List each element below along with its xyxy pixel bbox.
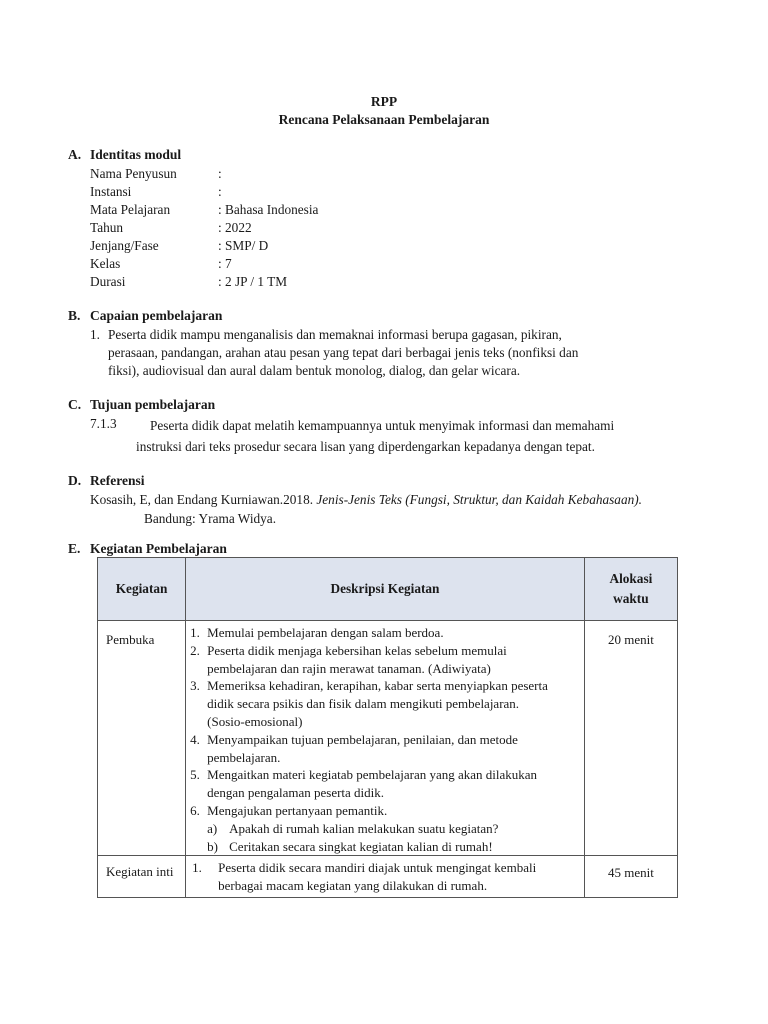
field-tahun [90,219,252,237]
item-number: 4. [190,731,200,747]
field-label: Instansi [90,184,132,199]
list-item [186,766,578,802]
item-number: 6. [190,802,200,818]
list-item [186,802,578,855]
sub-list-item [207,838,578,856]
tujuan-code: 7.1.3 [90,416,117,431]
list-item [186,731,578,767]
section-c-heading [68,397,215,413]
pemantik-sublist [207,820,578,856]
field-label: Kelas [90,256,121,271]
field-mata-pelajaran [90,201,318,219]
subitem-letter: a) [207,820,218,836]
item-text: Mengaitkan materi kegiatab pembelajaran yang akan dilakukan dengan pengalaman peserta didik. [207,767,538,801]
section-b-heading [68,308,222,324]
kegiatan-table [97,557,678,898]
subitem-text: Ceritakan secara singkat kegiatan kalian di rumah! [229,838,493,854]
item-note: (Sosio-emosional) [207,713,303,729]
field-value: : 2 JP / 1 TM [218,274,288,289]
field-instansi [90,183,222,201]
section-a-letter: A. [68,147,82,162]
tujuan-line: instruksi dari teks prosedur secara lisan yang diperdengarkan kepadanya dengan tepat. [136,439,595,454]
list-item [186,642,578,678]
subitem-letter: b) [207,838,218,854]
document-title: RPP [370,94,398,109]
item-number: 2. [190,642,200,658]
table-row [98,856,678,898]
pembuka-list [186,624,578,855]
field-label: Tahun [90,220,124,235]
referensi-entry [90,491,690,509]
section-c-letter: C. [68,397,82,412]
item-text: Memeriksa kehadiran, kerapihan, kabar serta menyiapkan peserta didik secara psikis dan fisik dalam mengikuti pembelajaran. [207,678,548,712]
item-number: 1. [192,860,202,876]
section-e-heading [68,541,227,557]
list-item [186,859,568,895]
field-label: Nama Penyusun [90,166,177,181]
list-item [186,677,578,730]
cell-waktu: 20 menit [584,621,677,856]
referensi-author: Kosasih, E, dan Endang Kurniawan.2018. [90,492,317,507]
section-d-heading [68,473,144,489]
field-value: : 2022 [218,220,252,235]
inti-list [186,859,568,895]
section-b-title: Capaian pembelajaran [90,308,223,323]
cell-deskripsi [186,856,585,898]
field-label: Mata Pelajaran [90,202,171,217]
item-number: 3. [190,678,200,694]
tujuan-line: Peserta didik dapat melatih kemampuannya untuk menyimak informasi dan memahami [150,418,615,433]
field-label: Jenjang/Fase [90,238,159,253]
section-b-letter: B. [68,308,81,323]
field-kelas [90,255,232,273]
field-value: : [218,184,222,199]
sub-list-item [207,820,578,838]
tujuan-text [136,415,676,457]
field-value: : [218,166,222,181]
field-label: Durasi [90,274,126,289]
section-c-title: Tujuan pembelajaran [90,397,216,412]
capaian-item-number: 1. [90,327,100,342]
cell-waktu: 45 menit [584,856,677,898]
field-durasi [90,273,287,291]
field-value: : Bahasa Indonesia [218,202,319,217]
capaian-line: fiksi), audiovisual dan aural dalam bentuk monolog, dialog, dan gelar wicara. [108,362,521,378]
document-subtitle: Rencana Pelaksanaan Pembelajaran [278,112,490,127]
field-jenjang-fase [90,237,268,255]
item-text: Peserta didik secara mandiri diajak untuk mengingat kembali berbagai macam kegiatan yang dilakukan di rumah. [218,860,537,894]
cell-kegiatan: Pembuka [98,621,186,856]
item-text: Menyampaikan tujuan pembelajaran, penilaian, dan metode pembelajaran. [207,731,518,765]
cell-deskripsi [186,621,585,856]
header-alokasi-waktu: Alokasi waktu [584,558,677,621]
header-kegiatan: Kegiatan [98,558,186,621]
cell-kegiatan: Kegiatan inti [98,856,186,898]
field-nama-penyusun [90,165,222,183]
item-text: Memulai pembelajaran dengan salam berdoa. [207,625,444,640]
list-item [186,624,578,642]
section-e-title: Kegiatan Pembelajaran [90,541,227,556]
subitem-text: Apakah di rumah kalian melakukan suatu kegiatan? [229,820,499,836]
capaian-text [108,326,668,379]
referensi-title: Jenis-Jenis Teks (Fungsi, Struktur, dan Kaidah Kebahasaan). [316,492,643,507]
table-header-row [98,558,678,621]
item-text: Mengajukan pertanyaan pemantik. [207,802,388,818]
capaian-line: perasaan, pandangan, arahan atau pesan yang tepat dari berbagai jenis teks (nonfiksi dan [108,344,579,360]
item-text: Peserta didik menjaga kebersihan kelas sebelum memulai pembelajaran dan rajin merawat tanaman. (Adiwiyata) [207,642,507,676]
section-a-title: Identitas modul [90,147,182,162]
capaian-line: Peserta didik mampu menganalisis dan memaknai informasi berupa gagasan, pikiran, [108,327,562,342]
section-d-letter: D. [68,473,82,488]
section-e-letter: E. [68,541,81,556]
section-a-heading [68,147,181,163]
table-row [98,621,678,856]
section-d-title: Referensi [90,473,145,488]
referensi-place: Bandung: Yrama Widya. [144,511,277,526]
item-number: 5. [190,767,200,783]
field-value: : SMP/ D [218,238,269,253]
item-number: 1. [190,625,200,640]
field-value: : 7 [218,256,232,271]
header-deskripsi: Deskripsi Kegiatan [186,558,585,621]
